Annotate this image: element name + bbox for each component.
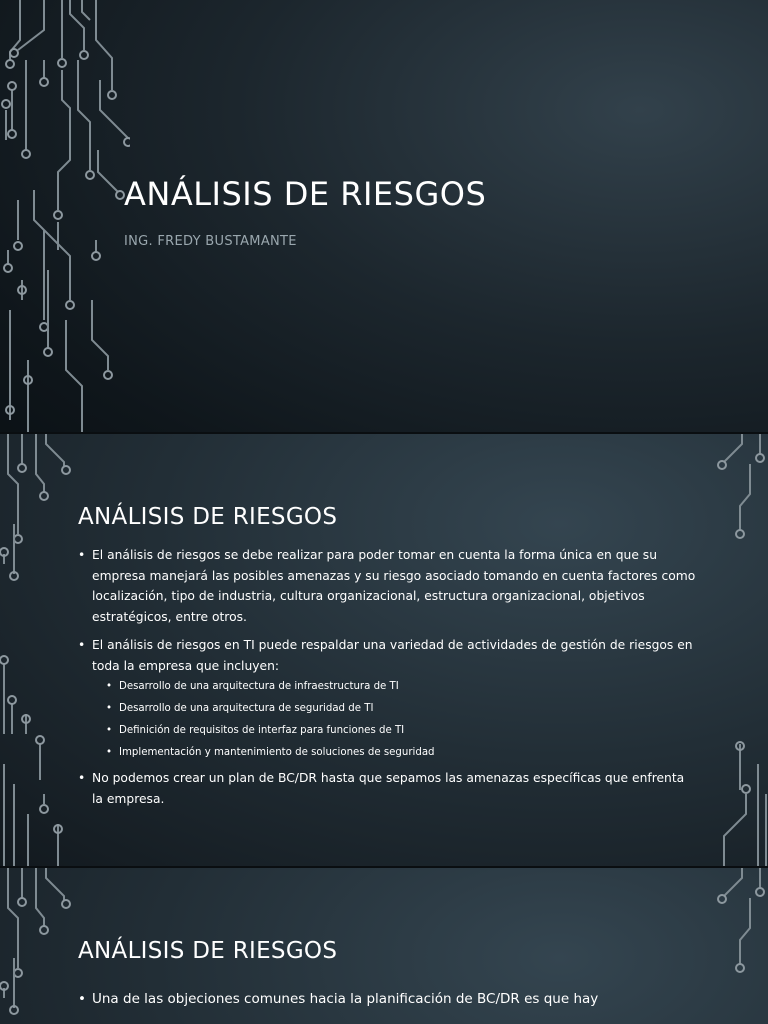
circuit-right-icon <box>700 868 768 1024</box>
bullet-list <box>78 545 698 817</box>
slide-title: ANÁLISIS DE RIESGOS <box>78 504 338 530</box>
circuit-left-icon <box>0 434 90 866</box>
slide-title: ANÁLISIS DE RIESGOS <box>78 938 338 964</box>
sub-bullet-list <box>92 680 698 760</box>
bullet-text: El análisis de riesgos en TI puede respaldar una variedad de actividades de gestión de riesgos en toda la empresa que incluyen: <box>92 638 693 673</box>
bullet-list <box>78 989 698 1018</box>
sub-bullet-item: • Desarrollo de una arquitectura de infraestructura de TI <box>106 680 698 694</box>
circuit-right-icon <box>700 434 768 866</box>
sub-bullet-item: • Definición de requisitos de interfaz para funciones de TI <box>106 724 698 738</box>
sub-bullet-item: • Desarrollo de una arquitectura de seguridad de TI <box>106 702 698 716</box>
circuit-decoration-icon <box>0 0 130 432</box>
sub-bullet-item: • Implementación y mantenimiento de soluciones de seguridad <box>106 746 698 760</box>
presentation-subtitle: ING. FREDY BUSTAMANTE <box>124 234 297 249</box>
bullet-item <box>78 635 698 760</box>
bullet-item: • Una de las objeciones comunes hacia la planificación de BC/DR es que hay <box>78 989 698 1010</box>
bullet-item: • No podemos crear un plan de BC/DR hasta que sepamos las amenazas específicas que enfrenta la empresa. <box>78 768 698 809</box>
circuit-left-icon <box>0 868 90 1024</box>
presentation-title: ANÁLISIS DE RIESGOS <box>124 175 487 213</box>
content-slide-1 <box>0 434 768 866</box>
bullet-item: • El análisis de riesgos se debe realizar para poder tomar en cuenta la forma única en que su empresa manejará las posibles amenazas y su riesgo asociado tomando en cuenta factores como localización, tipo de industria, cultura organizacional, estructura organizacional, objetivos estratégicos, entre otros. <box>78 545 698 627</box>
title-slide <box>0 0 768 432</box>
content-slide-2 <box>0 868 768 1024</box>
